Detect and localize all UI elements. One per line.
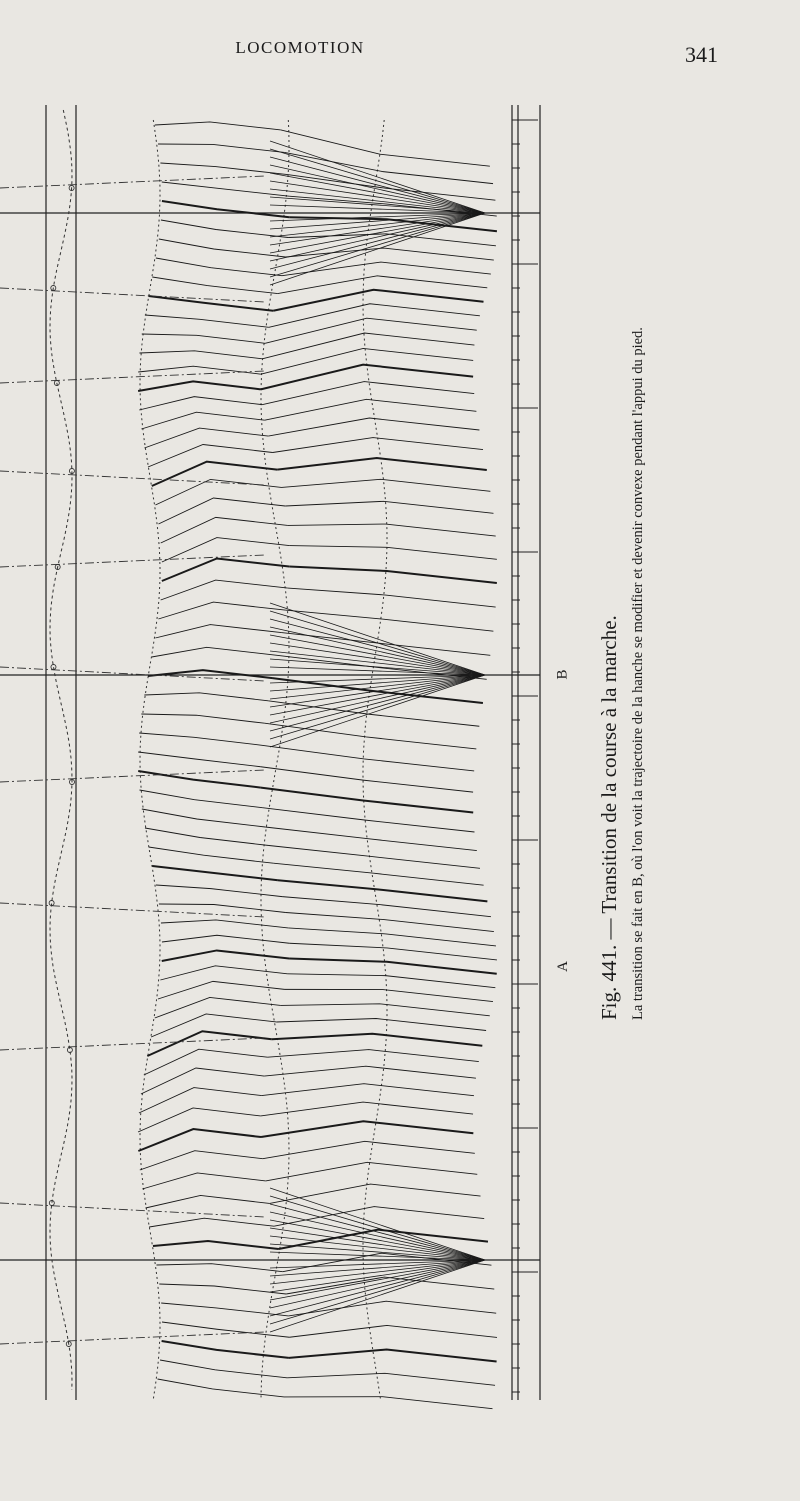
dash-dot-reference-lines [0,176,265,1347]
foot-contact-ray [270,611,485,675]
thigh-segment [139,397,262,410]
thigh-segment [139,790,262,808]
shank-segment [289,958,497,973]
shank-segment [278,880,488,901]
ground-scale-ticks [512,120,538,1392]
thigh-segment [145,828,269,846]
thigh-segment [161,220,288,237]
thigh-segment [139,351,262,359]
shank-segment [265,318,477,343]
shank-segment [270,1184,481,1203]
thigh-segment [156,885,282,897]
thigh-segment [149,847,274,863]
foot-contact-ray [270,1196,485,1260]
shank-segment [265,827,477,851]
thigh-segment [158,602,285,619]
thigh-segment [141,1068,264,1094]
thigh-segment [153,1241,279,1249]
marker-a: A [554,961,571,972]
thigh-segment [152,277,277,294]
thigh-segment [155,625,281,638]
shank-segment [262,382,474,405]
thigh-segment [138,366,261,374]
thigh-segment [158,144,285,152]
thigh-segment [161,920,288,928]
shank-segment [288,588,496,607]
hip-knee-trajectory-curves [140,120,387,1400]
thigh-segment [152,647,277,657]
reference-dash-line [0,471,265,485]
thigh-segment [146,1195,270,1208]
thigh-segment [141,714,264,723]
shank-segment [281,1004,490,1016]
shank-segment [261,1121,473,1137]
foot-contact-ray [270,1260,485,1324]
foot-contact-ray [270,675,485,707]
plumb-trajectory [50,110,72,1390]
thigh-segment [158,498,285,524]
reference-dash-line [0,1203,265,1217]
shank-segment [261,365,473,390]
thigh-segment [149,1218,274,1227]
shank-segment [282,897,491,917]
shank-segment [263,1141,475,1158]
joint-trajectory [140,120,160,1400]
thigh-segment [160,1360,287,1378]
shank-segment [273,290,483,311]
shank-segment [281,130,490,166]
shank-segment [286,912,494,931]
thigh-segment [142,809,265,827]
foot-contact-ray [270,603,485,675]
shank-segment [261,1102,473,1116]
shank-segment [266,1162,478,1181]
shank-segment [261,788,473,813]
leg-stick-figures [138,122,497,1409]
figure-caption [595,220,647,1020]
reference-dash-line [0,288,265,302]
shank-segment [288,524,496,536]
thigh-segment [160,966,287,980]
shank-segment [265,399,477,420]
thigh-segment [162,1341,289,1358]
thigh-segment [138,1129,261,1151]
shank-segment [272,1034,483,1046]
thigh-segment [162,950,289,961]
reference-dash-line [0,555,265,567]
page-number: 341 [685,42,718,67]
shank-segment [268,1050,479,1062]
thigh-segment [156,258,282,276]
shank-segment [287,175,495,201]
shank-segment [262,745,474,771]
thigh-segment [145,315,269,327]
foot-contact-ray [270,1260,485,1292]
thigh-segment [138,1108,261,1132]
shank-segment [268,418,479,436]
shank-segment [269,304,480,328]
shank-segment [284,1397,493,1409]
shank-segment [287,1373,495,1385]
shank-segment [289,546,497,560]
shank-segment [285,989,493,1001]
thigh-segment [142,1173,265,1189]
thigh-segment [156,1264,282,1272]
reference-dash-line [0,903,265,917]
shank-segment [274,1207,484,1227]
shank-segment [262,808,474,832]
thigh-segment [159,904,286,912]
reference-dash-line [0,176,265,188]
thigh-segment [155,122,281,130]
shank-segment [264,1066,476,1078]
thigh-segment [162,935,289,943]
foot-contact-ray [270,213,485,285]
marker-b: B [554,669,571,680]
thigh-segment [155,479,281,505]
thigh-segment [140,1151,263,1170]
thigh-segment [139,733,262,745]
reference-dash-line [0,1332,265,1344]
shank-segment [289,943,497,960]
thigh-segment [152,866,277,880]
thigh-segment [158,981,285,999]
shank-segment [289,1325,497,1337]
thigh-segment [138,752,261,767]
thigh-segment [144,1049,268,1075]
thigh-segment [161,517,288,543]
shank-segment [273,438,483,453]
shank-segment [261,767,473,792]
thigh-segment [162,558,289,581]
thigh-segment [157,1379,283,1397]
shank-segment [268,701,479,726]
thigh-segment [148,670,273,678]
shank-segment [265,723,477,749]
thigh-segment [142,334,265,343]
thigh-segment [161,1303,288,1316]
thigh-segment [159,1284,286,1294]
head-trajectory-curve [50,110,72,1390]
thigh-segment [162,201,289,217]
foot-contact-ray [270,675,485,739]
shank-segment [276,1019,486,1031]
shank-segment [269,846,480,869]
reference-dash-line [0,667,265,681]
thigh-segment [160,163,287,175]
shank-segment [285,610,493,631]
shank-segment [288,928,496,946]
running-head: LOCOMOTION [235,38,365,57]
shank-segment [289,566,497,583]
shank-segment [262,333,474,359]
shank-segment [285,501,493,513]
reference-dash-line [0,371,265,383]
shank-segment [287,974,495,988]
thigh-segment [141,412,264,429]
thigh-segment [162,538,289,562]
thigh-segment [149,296,274,311]
shank-segment [289,1349,497,1361]
shank-segment [286,248,494,260]
thigh-segment [152,462,277,486]
foot-contact-ray [270,1260,485,1332]
shank-segment [279,1230,488,1249]
reference-dash-line [0,770,265,782]
thigh-segment [159,239,286,257]
thigh-segment [144,693,268,701]
foot-contact-ray [270,643,485,675]
thigh-segment [138,771,261,788]
chronophotograph-figure [0,100,560,1410]
caption-title: Fig. 441. — Transition de la course à la marche. [597,615,621,1020]
foot-contact-ray [270,675,485,747]
shank-segment [281,633,490,656]
thigh-segment [148,445,273,467]
foot-contact-ray [270,1188,485,1260]
shank-segment [262,1084,474,1096]
shank-segment [281,479,490,491]
thigh-segment [147,1031,271,1056]
reference-dash-line [0,1038,265,1050]
thigh-segment [161,580,288,600]
caption-text: La transition se fait en B, où l'on voit la trajectoire de la hanche se modifier et devenir convexe pendant l'appui du pied. [630,327,646,1020]
foot-contact-ray [270,213,485,277]
thigh-segment [138,381,261,391]
